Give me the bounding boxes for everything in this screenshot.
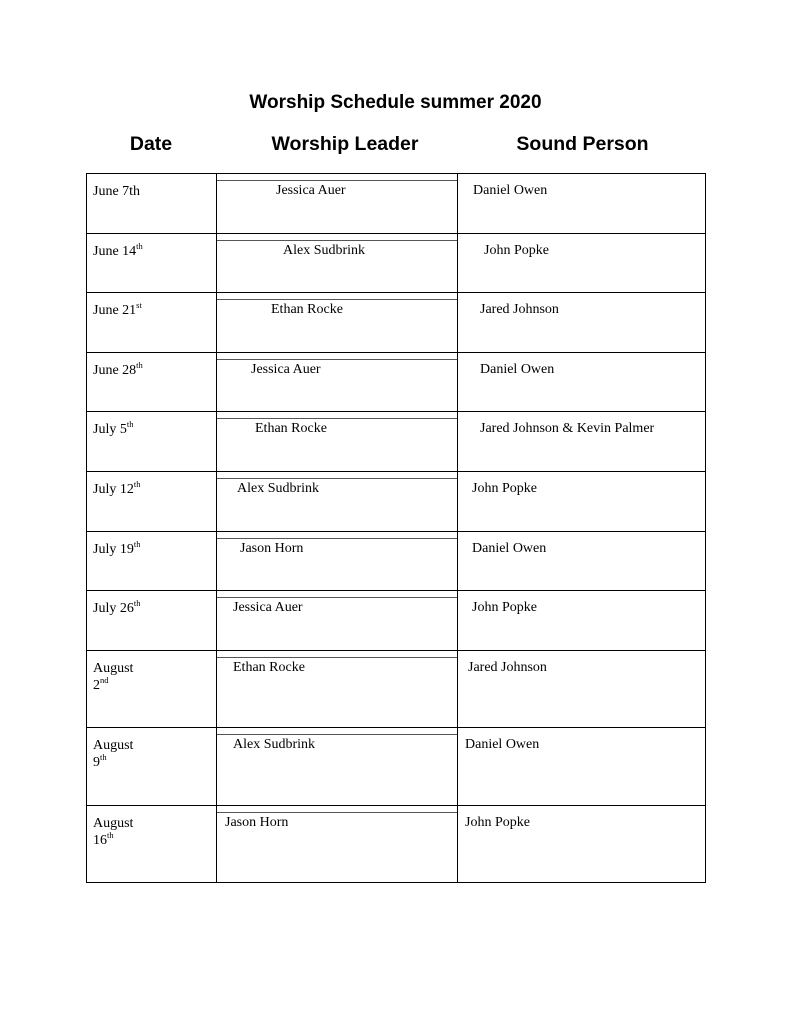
sound-person-cell: Daniel Owen [480, 361, 555, 377]
column-header-date: Date [129, 133, 173, 155]
table-row [87, 234, 705, 294]
schedule-table [86, 173, 706, 883]
date-cell: June 21st [93, 300, 142, 319]
worship-leader-cell: Jason Horn [225, 814, 289, 830]
sound-person-cell: John Popke [465, 814, 530, 830]
column-header-worship-leader: Worship Leader [271, 133, 419, 155]
table-row [87, 472, 705, 532]
sound-person-cell: John Popke [472, 480, 537, 496]
sound-person-cell: Daniel Owen [465, 737, 540, 753]
column-header-sound-person: Sound Person [516, 133, 649, 155]
sound-person-cell: Daniel Owen [473, 183, 548, 198]
date-cell: July 12th [93, 478, 141, 497]
worship-leader-cell: Ethan Rocke [233, 659, 305, 675]
worship-leader-cell: Jason Horn [240, 540, 304, 556]
date-cell: August 16th [93, 815, 134, 848]
table-row [87, 412, 705, 472]
date-cell: August 2nd [93, 660, 134, 693]
sound-person-cell: Daniel Owen [472, 540, 547, 556]
date-cell: August 9th [93, 738, 134, 771]
worship-leader-cell: Ethan Rocke [271, 302, 343, 318]
table-row [87, 806, 705, 883]
table-row [87, 174, 705, 234]
worship-leader-cell: Ethan Rocke [255, 421, 327, 437]
date-cell: June 28th [93, 359, 143, 378]
worship-leader-cell: Alex Sudbrink [283, 242, 366, 258]
date-cell: June 7th [93, 184, 141, 199]
sound-person-cell: Jared Johnson [480, 302, 559, 318]
table-row [87, 293, 705, 353]
sound-person-cell: John Popke [472, 600, 537, 616]
sound-person-cell: John Popke [484, 242, 549, 258]
date-cell: July 5th [93, 419, 134, 438]
worship-leader-cell: Alex Sudbrink [237, 480, 320, 496]
date-cell: June 14th [93, 240, 143, 259]
table-row [87, 532, 705, 592]
table-row [87, 353, 705, 413]
worship-leader-cell: Alex Sudbrink [233, 737, 316, 753]
worship-leader-cell: Jessica Auer [251, 361, 321, 377]
table-row [87, 728, 705, 805]
page-title: Worship Schedule summer 2020 [249, 92, 542, 113]
table-row [87, 651, 705, 728]
date-cell: July 19th [93, 538, 141, 557]
sound-person-cell: Jared Johnson [468, 659, 547, 675]
worship-leader-cell: Jessica Auer [233, 600, 303, 616]
worship-leader-cell: Jessica Auer [276, 183, 346, 198]
table-row [87, 591, 705, 651]
date-cell: July 26th [93, 598, 141, 617]
sound-person-cell: Jared Johnson & Kevin Palmer [480, 421, 655, 437]
